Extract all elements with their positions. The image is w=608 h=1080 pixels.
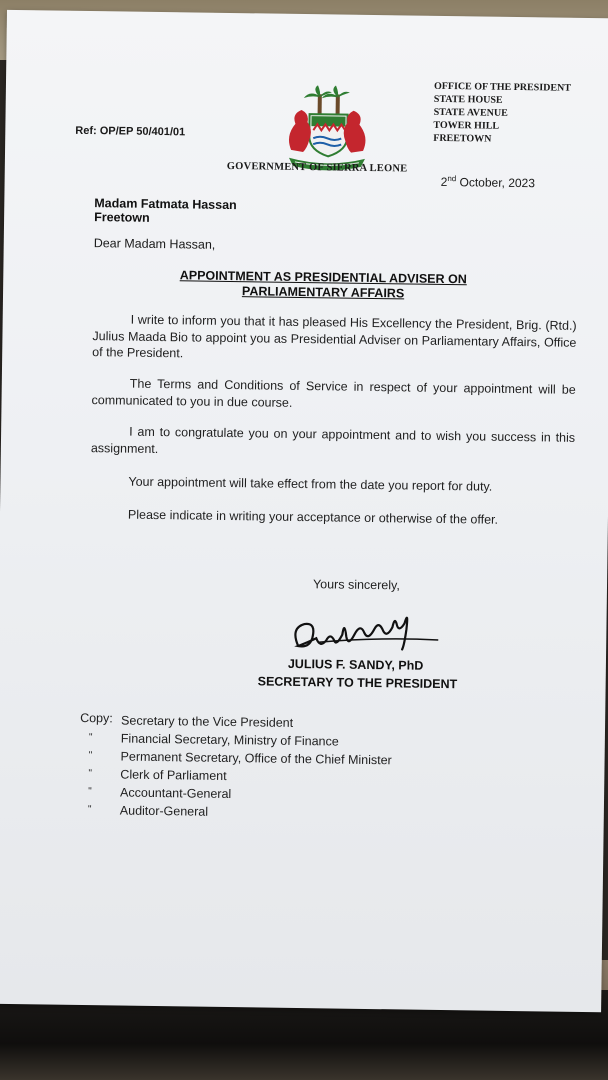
date-month-year: October, 2023 xyxy=(456,175,536,191)
signer-name: JULIUS F. SANDY, PhD xyxy=(287,656,424,673)
reference-number: Ref: OP/EP 50/401/01 xyxy=(75,124,186,139)
body-paragraph: Please indicate in writing your acceptance or otherwise of the offer. xyxy=(127,507,499,527)
body-paragraph: The Terms and Conditions of Service in respect of your appointment will be communicated to you in due course. xyxy=(91,376,576,410)
copy-recipient-name: Secretary to the Vice President xyxy=(121,713,294,730)
ditto-mark: " xyxy=(87,804,92,816)
copy-recipient-name: Permanent Secretary, Office of the Chief Minister xyxy=(120,749,392,768)
coat-of-arms-icon xyxy=(279,84,376,173)
letter-date xyxy=(441,174,536,190)
copy-recipient-name: Clerk of Parliament xyxy=(120,767,227,784)
letter-page xyxy=(0,10,608,1012)
office-address-line: TOWER HILL xyxy=(433,119,500,132)
copy-label: Copy: xyxy=(80,710,113,726)
ditto-mark: " xyxy=(88,750,93,762)
office-address-line: OFFICE OF THE PRESIDENT xyxy=(433,80,572,94)
date-day: 2 xyxy=(440,174,448,190)
copy-recipient-name: Accountant-General xyxy=(119,785,232,802)
copy-recipient-name: Financial Secretary, Ministry of Finance xyxy=(120,731,339,749)
addressee-name: Madam Fatmata Hassan xyxy=(94,196,237,213)
addressee-city: Freetown xyxy=(94,210,150,225)
ditto-mark: " xyxy=(88,768,92,780)
body-paragraph: I am to congratulate you on your appointment and to wish you success in this assignment. xyxy=(90,424,576,456)
addressee-block xyxy=(94,196,237,226)
government-name: GOVERNMENT OF SIERRA LEONE xyxy=(226,160,408,175)
closing-line: Yours sincerely, xyxy=(312,577,400,593)
office-address-line: STATE HOUSE xyxy=(433,93,503,106)
ditto-mark: " xyxy=(88,732,93,744)
salutation: Dear Madam Hassan, xyxy=(93,236,216,252)
ditto-mark: " xyxy=(88,786,92,798)
office-address-line: FREETOWN xyxy=(433,132,492,145)
copy-recipient-name: Auditor-General xyxy=(119,803,209,819)
subject-heading: APPOINTMENT AS PRESIDENTIAL ADVISER ON PARLIAMENTARY AFFAIRS xyxy=(179,268,467,301)
office-address-line: STATE AVENUE xyxy=(433,106,508,119)
signer-title: SECRETARY TO THE PRESIDENT xyxy=(257,674,458,692)
body-paragraph: I write to inform you that it has pleased His Excellency the President, Brig. (Rtd.) Julius Maada Bio to appoint you as Presidential Adviser on Parliamentary Affairs, Office of the President. xyxy=(92,312,577,361)
body-paragraph: Your appointment will take effect from the date you report for duty. xyxy=(128,474,493,494)
office-address xyxy=(433,80,571,147)
date-suffix: nd xyxy=(447,174,457,184)
